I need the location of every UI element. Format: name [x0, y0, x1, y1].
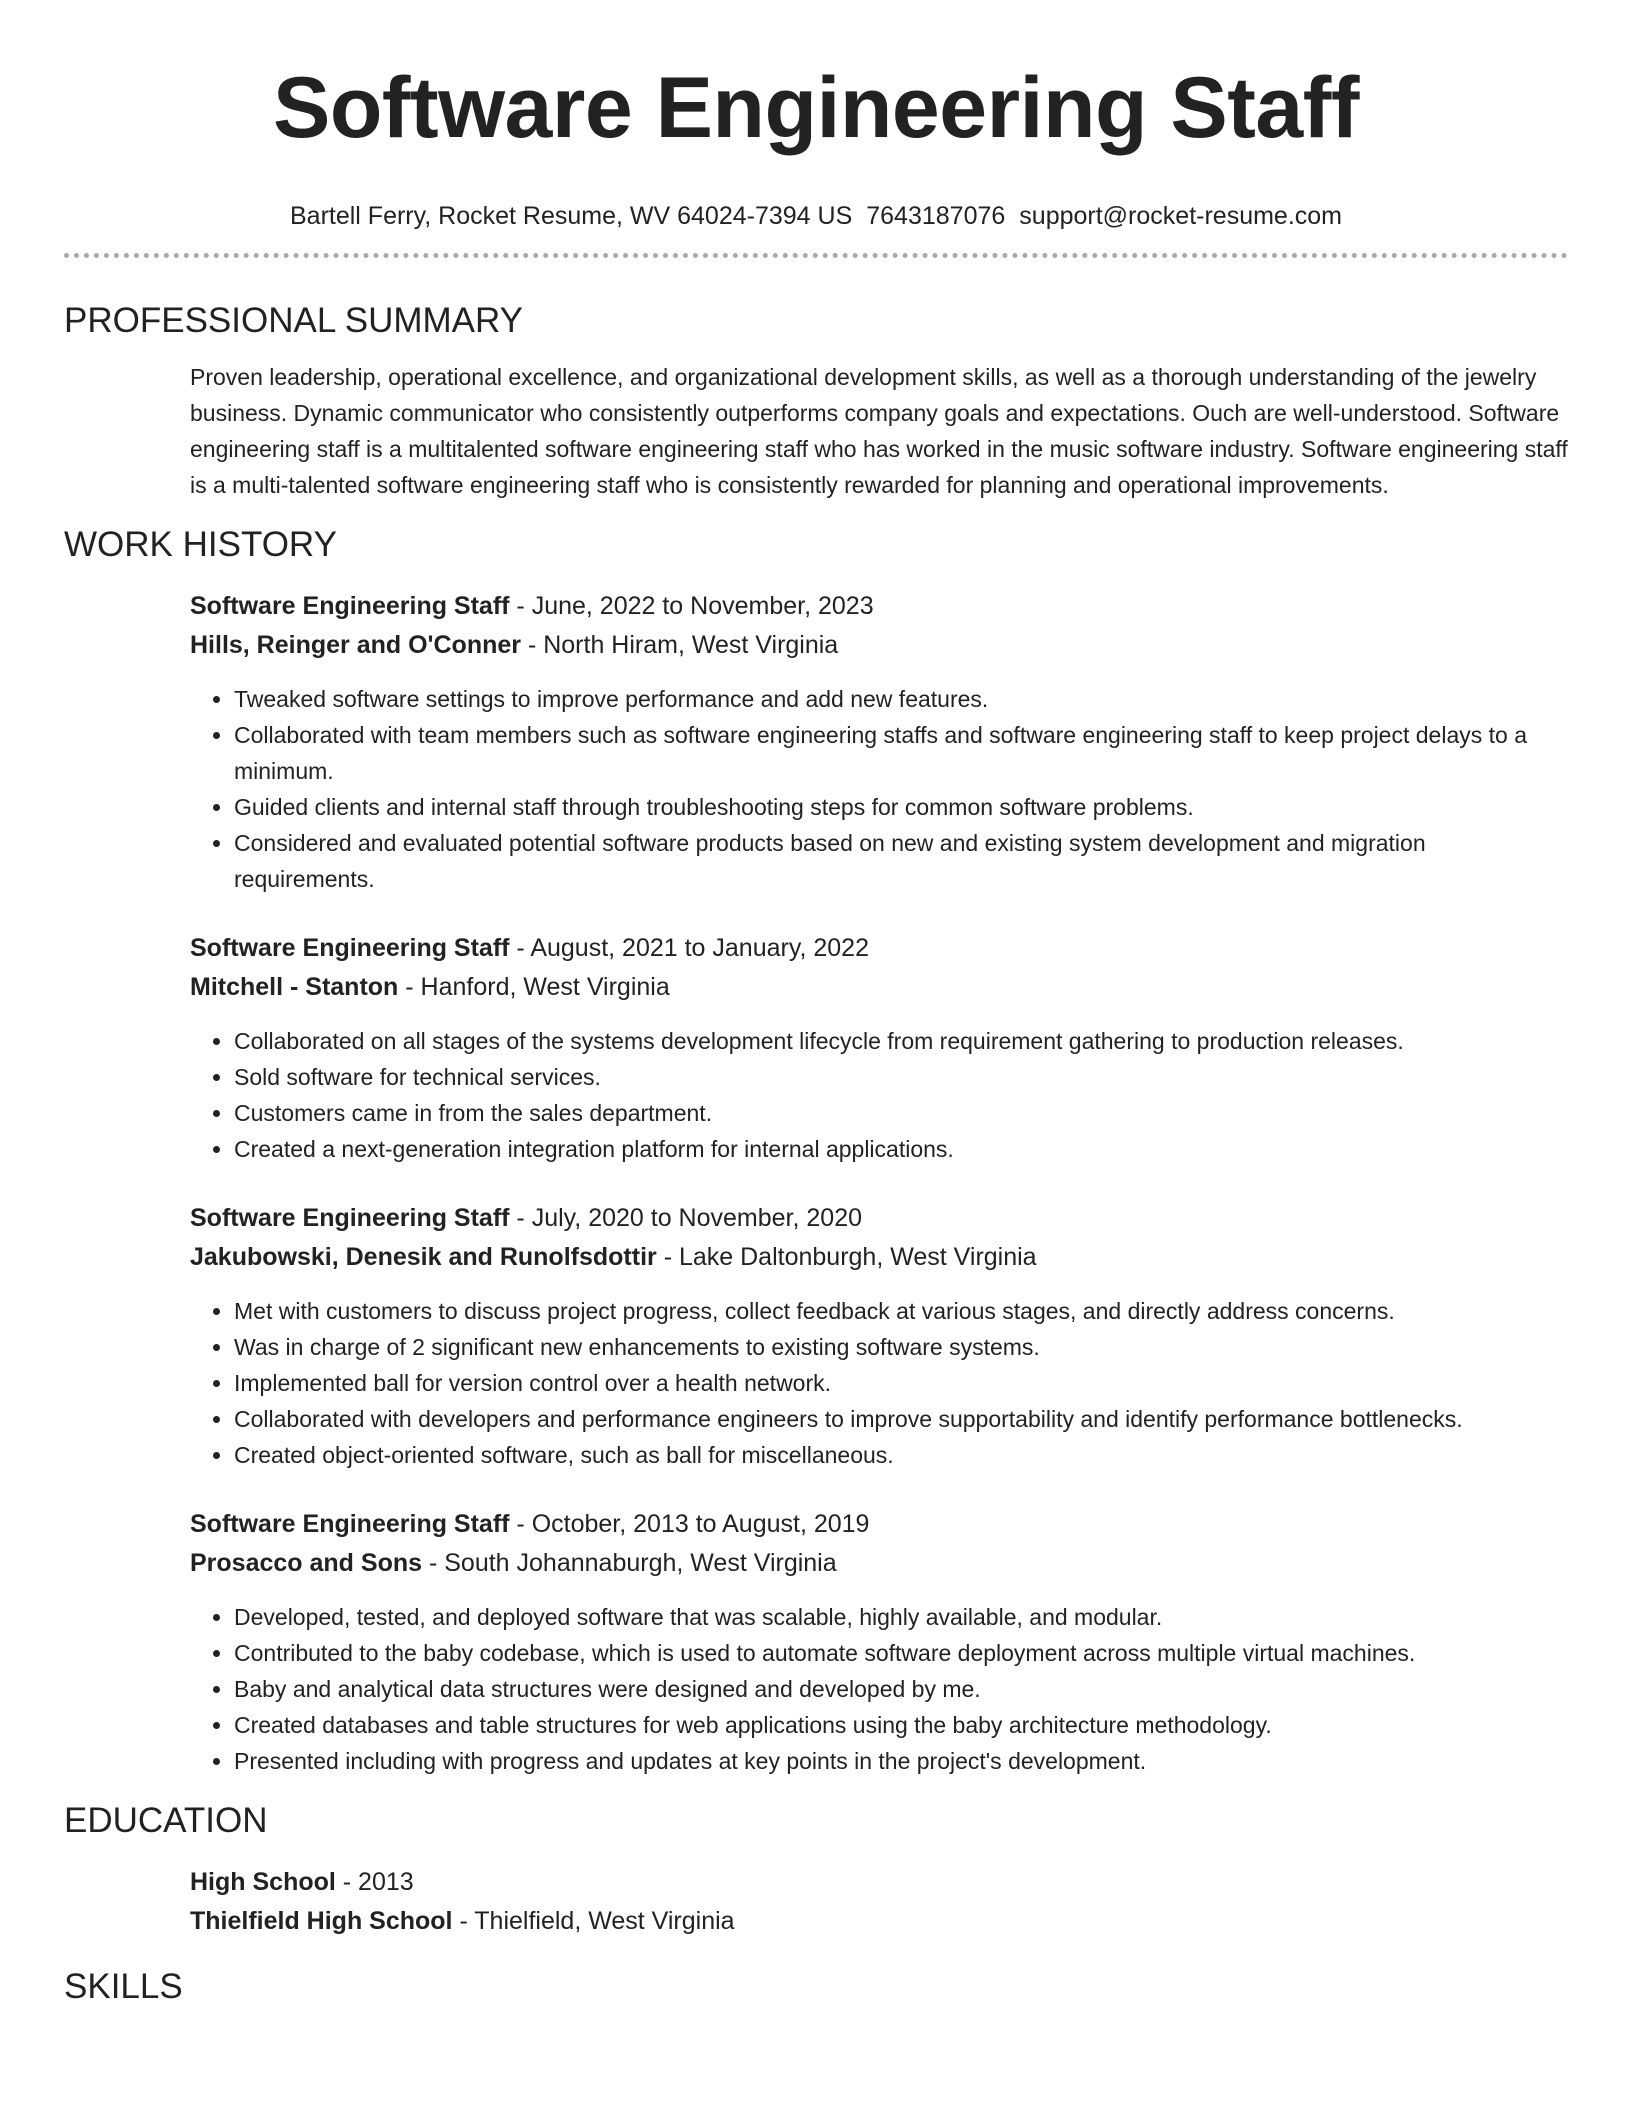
job-entry	[190, 1505, 1568, 1779]
job-bullets	[190, 1293, 1568, 1473]
job-bullets	[190, 1599, 1568, 1779]
job-entry	[190, 1199, 1568, 1473]
job-bullet: • Presented including with progress and updates at key points in the project's development.	[234, 1743, 1568, 1779]
contact-phone: 7643187076	[866, 202, 1006, 230]
contact-email: support@rocket-resume.com	[1019, 202, 1343, 230]
job-bullet: • Collaborated with developers and performance engineers to improve supportability and identify performance bottlenecks.	[234, 1401, 1568, 1437]
contact-address: Bartell Ferry, Rocket Resume, WV 64024-7394 US	[289, 202, 853, 230]
summary-text: Proven leadership, operational excellence, and organizational development skills, as well as a thorough understanding of the jewelry business. Dynamic communicator who consistently outperforms company goals and expectations. Ouch are well-understood. Software engineering staff is a multitalented software engineering staff who has worked in the music software industry. Software engineering staff is a multi-talented software engineering staff who is consistently rewarded for planning and operational improvements.	[190, 364, 1568, 498]
section-title-summary: PROFESSIONAL SUMMARY	[64, 301, 523, 340]
job-dates: - October, 2013 to August, 2019	[509, 1510, 870, 1538]
job-dates: - June, 2022 to November, 2023	[509, 592, 874, 620]
job-dates: - August, 2021 to January, 2022	[509, 934, 869, 962]
job-bullet: • Contributed to the baby codebase, which is used to automate software deployment across multiple virtual machines.	[234, 1635, 1568, 1671]
job-bullet: • Was in charge of 2 significant new enhancements to existing software systems.	[234, 1329, 1568, 1365]
job-company-line	[190, 1238, 1568, 1277]
job-bullet: • Sold software for technical services.	[234, 1059, 1568, 1095]
job-title-line	[190, 1199, 1568, 1238]
education-entry	[190, 1863, 1568, 1941]
job-company: Prosacco and Sons	[190, 1549, 423, 1577]
resume-page	[64, 0, 1568, 2009]
job-title-line	[190, 929, 1568, 968]
job-company: Hills, Reinger and O'Conner	[190, 631, 521, 659]
section-title-education: EDUCATION	[64, 1801, 268, 1840]
job-bullet: • Considered and evaluated potential software products based on new and existing system development and migration requirements.	[234, 825, 1568, 897]
job-bullet: • Customers came in from the sales department.	[234, 1095, 1568, 1131]
job-bullet: • Met with customers to discuss project progress, collect feedback at various stages, and directly address concerns.	[234, 1293, 1568, 1329]
job-company-line	[190, 626, 1568, 665]
job-bullet: • Implemented ball for version control over a health network.	[234, 1365, 1568, 1401]
job-location: - South Johannaburgh, West Virginia	[422, 1549, 837, 1577]
job-company: Jakubowski, Denesik and Runolfsdottir	[190, 1243, 657, 1271]
education-school: Thielfield High School	[190, 1907, 453, 1935]
section-title-work-history: WORK HISTORY	[64, 525, 337, 564]
job-bullet: • Collaborated on all stages of the systems development lifecycle from requirement gathering to production releases.	[234, 1023, 1568, 1059]
job-role: Software Engineering Staff	[190, 1204, 510, 1232]
job-role: Software Engineering Staff	[190, 592, 510, 620]
contact-line	[64, 200, 1568, 232]
job-bullets	[190, 681, 1568, 897]
job-bullet: • Baby and analytical data structures were designed and developed by me.	[234, 1671, 1568, 1707]
education-degree: High School	[190, 1868, 336, 1896]
job-company: Mitchell - Stanton	[190, 973, 399, 1001]
job-location: - Hanford, West Virginia	[398, 973, 670, 1001]
job-bullets	[190, 1023, 1568, 1167]
section-title-skills: SKILLS	[64, 1967, 183, 2006]
education-school-line	[190, 1902, 1568, 1941]
job-role: Software Engineering Staff	[190, 1510, 510, 1538]
job-title-line	[190, 1505, 1568, 1544]
job-company-line	[190, 1544, 1568, 1583]
job-entry	[190, 929, 1568, 1167]
education-location: - Thielfield, West Virginia	[452, 1907, 735, 1935]
job-company-line	[190, 968, 1568, 1007]
job-role: Software Engineering Staff	[190, 934, 510, 962]
education-degree-line	[190, 1863, 1568, 1902]
job-bullet: • Developed, tested, and deployed software that was scalable, highly available, and modular.	[234, 1599, 1568, 1635]
resume-name: Software Engineering Staff	[272, 60, 1360, 156]
job-bullet: • Guided clients and internal staff through troubleshooting steps for common software problems.	[234, 789, 1568, 825]
job-bullet: • Collaborated with team members such as software engineering staffs and software engineering staff to keep project delays to a minimum.	[234, 717, 1568, 789]
education-year: - 2013	[335, 1868, 414, 1896]
job-bullet: • Tweaked software settings to improve performance and add new features.	[234, 681, 1568, 717]
job-location: - Lake Daltonburgh, West Virginia	[656, 1243, 1037, 1271]
job-dates: - July, 2020 to November, 2020	[509, 1204, 862, 1232]
job-location: - North Hiram, West Virginia	[521, 631, 839, 659]
job-title-line	[190, 587, 1568, 626]
job-bullet: • Created object-oriented software, such as ball for miscellaneous.	[234, 1437, 1568, 1473]
header-divider	[64, 253, 1568, 258]
job-bullet: • Created a next-generation integration platform for internal applications.	[234, 1131, 1568, 1167]
job-entry	[190, 587, 1568, 897]
job-bullet: • Created databases and table structures for web applications using the baby architecture methodology.	[234, 1707, 1568, 1743]
